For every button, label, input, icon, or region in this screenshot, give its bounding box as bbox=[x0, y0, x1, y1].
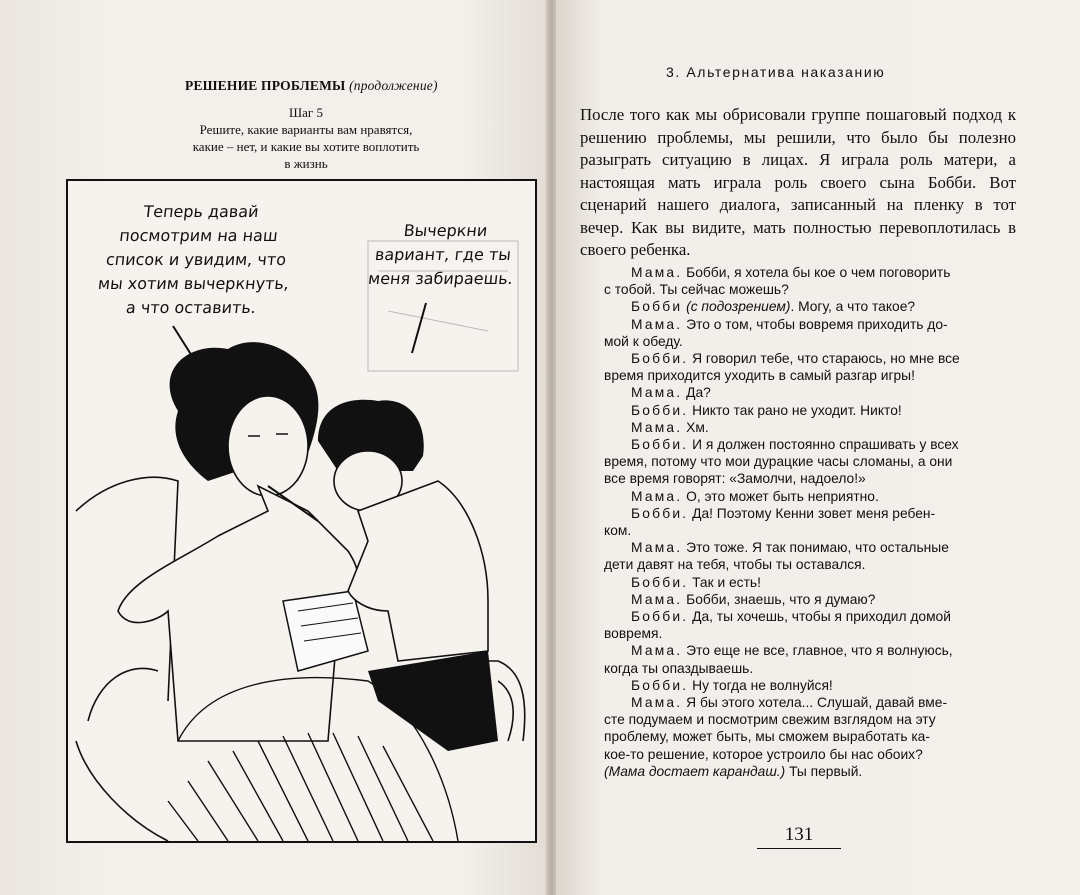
dialog-line bbox=[604, 763, 987, 780]
dialog-line bbox=[604, 711, 987, 728]
step-label: Шаг 5 bbox=[289, 105, 323, 120]
dialog-text: когда ты опаздываешь. bbox=[604, 660, 754, 676]
dialog-line bbox=[604, 350, 987, 367]
dialog-line bbox=[604, 608, 987, 625]
dialog-text: сте подумаем и посмотрим свежим взглядом на эту bbox=[604, 712, 936, 728]
dialog-line bbox=[604, 677, 987, 694]
page-number-rule bbox=[757, 848, 841, 849]
bubble-line: меня забираешь. bbox=[367, 269, 514, 288]
comic-panel bbox=[66, 179, 537, 843]
dialog-text: Да! Поэтому Кенни зовет меня ребен- bbox=[688, 505, 936, 521]
dialog-line bbox=[604, 728, 987, 745]
dialog-line bbox=[604, 522, 987, 539]
dialog-text: Да, ты хочешь, чтобы я приходил домой bbox=[688, 609, 951, 625]
dialog-text: Это тоже. Я так понимаю, что остальные bbox=[682, 540, 949, 556]
dialog-text: Бобби, я хотела бы кое о чем поговорить bbox=[682, 265, 951, 280]
speaker-name: Бобби. bbox=[631, 402, 689, 418]
title-continuation: (продолжение) bbox=[349, 78, 438, 93]
dialog-text: Хм. bbox=[682, 419, 709, 435]
dialog-line bbox=[604, 453, 987, 470]
speaker-name: Бобби. bbox=[631, 677, 689, 693]
speaker-name: Бобби. bbox=[631, 437, 689, 453]
speaker-name: Мама. bbox=[631, 591, 683, 607]
dialog-line bbox=[604, 281, 987, 298]
speaker-name: Мама. bbox=[631, 695, 683, 711]
dialog-text: проблему, может быть, мы сможем выработать ка- bbox=[604, 729, 930, 745]
dialog-line bbox=[604, 694, 987, 711]
speaker-name: Бобби. bbox=[631, 505, 689, 521]
mother-speech-bubble bbox=[92, 200, 301, 320]
dialog-line bbox=[604, 642, 987, 659]
bubble-line: список и увидим, что bbox=[105, 250, 288, 269]
speaker-name: Мама. bbox=[631, 540, 683, 556]
dialog-text: с тобой. Ты сейчас можешь? bbox=[604, 282, 789, 298]
dialog-line bbox=[604, 539, 987, 556]
dialog-line bbox=[604, 264, 987, 281]
dialog-text: Это еще не все, главное, что я волнуюсь, bbox=[682, 643, 953, 659]
dialog-text: дети давят на тебя, чтобы ты оставался. bbox=[604, 557, 866, 573]
dialog-line bbox=[604, 384, 987, 401]
dialog-line bbox=[604, 367, 987, 384]
bubble-line: Теперь давай bbox=[142, 202, 260, 221]
speaker-name: Мама. bbox=[631, 488, 683, 504]
page-number: 131 bbox=[784, 824, 814, 845]
dialog-text: Ну тогда не волнуйся! bbox=[688, 677, 833, 693]
title-main: РЕШЕНИЕ ПРОБЛЕМЫ bbox=[185, 78, 346, 93]
speaker-name: Бобби bbox=[631, 299, 683, 315]
dialog-text: ком. bbox=[604, 523, 632, 539]
running-head: 3. Альтернатива наказанию bbox=[666, 64, 886, 80]
dialog-line bbox=[604, 333, 987, 350]
dialog-line bbox=[604, 436, 987, 453]
bubble-line: посмотрим на наш bbox=[118, 226, 279, 245]
speaker-name: Бобби. bbox=[631, 574, 689, 590]
speaker-name: Мама. bbox=[631, 419, 683, 435]
dialog-line bbox=[604, 591, 987, 608]
dialog-text: мой к обеду. bbox=[604, 333, 683, 349]
bubble-line: мы хотим вычеркнуть, bbox=[97, 274, 290, 293]
dialog-line bbox=[604, 470, 987, 487]
bubble-line: а что оставить. bbox=[125, 298, 257, 317]
speaker-name: Мама. bbox=[631, 385, 683, 401]
dialog-text: О, это может быть неприятно. bbox=[682, 488, 879, 504]
dialog-line bbox=[604, 402, 987, 419]
dialog-line bbox=[604, 488, 987, 505]
dialog-text: Да? bbox=[682, 385, 711, 401]
step-caption bbox=[168, 104, 444, 172]
dialog-line bbox=[604, 746, 987, 763]
boy-speech-bubble bbox=[364, 219, 522, 291]
dialog-line bbox=[604, 316, 987, 333]
left-page-title bbox=[185, 78, 438, 94]
speaker-name: Мама. bbox=[631, 316, 683, 332]
dialog-text: И я должен постоянно спрашивать у всех bbox=[688, 437, 959, 453]
dialog-line bbox=[604, 298, 987, 315]
dialog-line bbox=[604, 660, 987, 677]
dialog-text: время, потому что мои дурацкие часы сломаны, а они bbox=[604, 454, 953, 470]
dialog-line bbox=[604, 625, 987, 642]
step-text-line: Решите, какие варианты вам нравятся, bbox=[199, 122, 413, 137]
speaker-name: Бобби. bbox=[631, 609, 689, 625]
dialog-text: Я бы этого хотела... Слушай, давай вме- bbox=[682, 695, 948, 711]
dialog-line bbox=[604, 419, 987, 436]
dialog-line bbox=[604, 574, 987, 591]
dialog-text: Бобби, знаешь, что я думаю? bbox=[682, 591, 876, 607]
speaker-name: Бобби. bbox=[631, 351, 689, 367]
dialog-text: Ты первый. bbox=[785, 763, 863, 779]
dialog-line bbox=[604, 556, 987, 573]
dialog-text: Так и есть! bbox=[688, 574, 761, 590]
step-text-line: какие – нет, и какие вы хотите воплотить bbox=[192, 139, 420, 154]
dialog-text: кое-то решение, которое устроило бы нас обоих? bbox=[604, 746, 923, 762]
bubble-line: вариант, где ты bbox=[374, 245, 513, 264]
dialog-line bbox=[604, 505, 987, 522]
dialog-text: . Могу, а что такое? bbox=[790, 299, 916, 315]
dialog-text: вовремя. bbox=[604, 626, 663, 642]
speaker-name: Мама. bbox=[631, 265, 683, 280]
dialog-text: Никто так рано не уходит. Никто! bbox=[688, 402, 902, 418]
bubble-line: Вычеркни bbox=[402, 221, 489, 240]
stage-direction: (с подозрением) bbox=[686, 299, 791, 315]
dialog-text: время приходится уходить в самый разгар игры! bbox=[604, 368, 915, 384]
dialog-text: все время говорят: «Замолчи, надоело!» bbox=[604, 471, 866, 487]
intro-paragraph: После того как мы обрисовали группе пошаговый подход к решению проблемы, мы решили, что было бы полезно разыграть ситуацию в лицах. Я играла роль матери, а настоящая мать играла роль своего сына Бобби. Вот сценарий нашего диалога, записанный на пленку в тот вечер. Как вы видите, мать полностью перевоплотилась в своего ребенка. bbox=[580, 105, 1016, 259]
speaker-name: Мама. bbox=[631, 643, 683, 659]
dialog-text: Я говорил тебе, что стараюсь, но мне все bbox=[688, 351, 960, 367]
dialog-transcript bbox=[604, 264, 987, 780]
step-text-line: в жизнь bbox=[284, 156, 328, 171]
dialog-text: Это о том, чтобы вовремя приходить до- bbox=[682, 316, 948, 332]
stage-direction: (Мама достает карандаш.) bbox=[604, 763, 786, 779]
